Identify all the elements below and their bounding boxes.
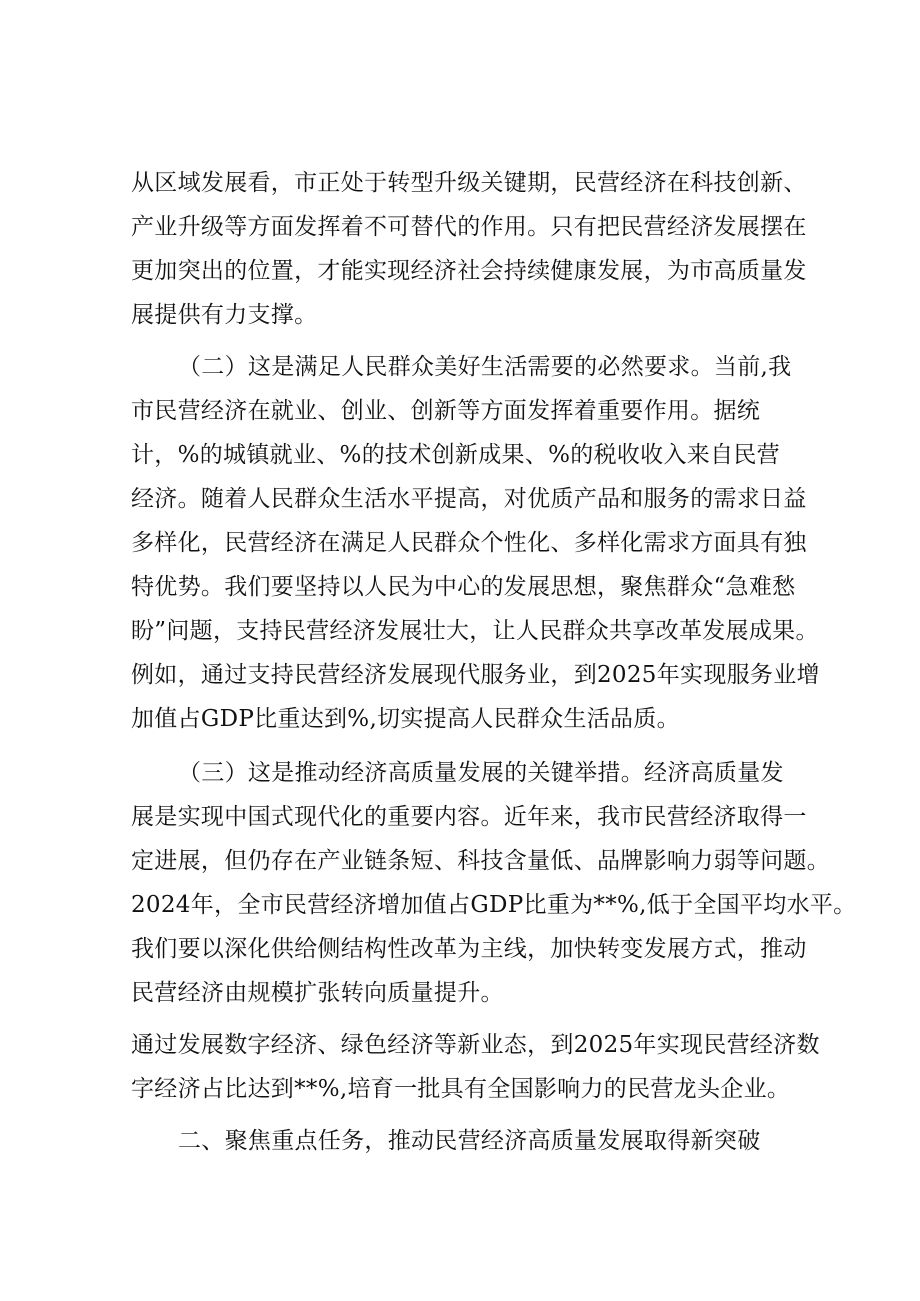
paragraph-line: 盼”问题，支持民营经济发展壮大，让人民群众共享改革发展成果。 — [131, 618, 819, 644]
paragraph-line: 市民营经济在就业、创业、创新等方面发挥着重要作用。据统 — [131, 398, 761, 424]
paragraph-line: （二）这是满足人民群众美好生活需要的必然要求。当前,我 — [178, 354, 792, 380]
paragraph-line: 产业升级等方面发挥着不可替代的作用。只有把民营经济发展摆在 — [131, 214, 807, 240]
paragraph-line: 特优势。我们要坚持以人民为中心的发展思想，聚焦群众“急难愁 — [131, 574, 796, 600]
paragraph-line: 从区域发展看，市正处于转型升级关键期，民营经济在科技创新、 — [131, 170, 807, 196]
paragraph-line: 例如，通过支持民营经济发展现代服务业，到2025年实现服务业增 — [131, 662, 820, 688]
paragraph-line: 民营经济由规模扩张转向质量提升。 — [131, 980, 504, 1006]
paragraph-line: 字经济占比达到**%,培育一批具有全国影响力的民营龙头企业。 — [131, 1076, 791, 1102]
paragraph-line: 多样化，民营经济在满足人民群众个性化、多样化需求方面具有独 — [131, 530, 807, 556]
paragraph-line: （三）这是推动经济高质量发展的关键举措。经济高质量发 — [178, 760, 784, 786]
paragraph-line: 2024年，全市民营经济增加值占GDP比重为**%,低于全国平均水平。 — [131, 892, 857, 918]
paragraph-line: 展是实现中国式现代化的重要内容。近年来，我市民营经济取得一 — [131, 804, 807, 830]
paragraph-line: 我们要以深化供给侧结构性改革为主线，加快转变发展方式，推动 — [131, 936, 807, 962]
paragraph-line: 定进展，但仍存在产业链条短、科技含量低、品牌影响力弱等问题。 — [131, 848, 830, 874]
paragraph-line: 展提供有力支撑。 — [131, 302, 318, 328]
paragraph-line: 经济。随着人民群众生活水平提高，对优质产品和服务的需求日益 — [131, 486, 807, 512]
paragraph-line: 通过发展数字经济、绿色经济等新业态，到2025年实现民营经济数 — [131, 1032, 820, 1058]
paragraph-line: 计，%的城镇就业、%的技术创新成果、%的税收收入来自民营 — [131, 442, 780, 468]
section-heading: 二、聚焦重点任务，推动民营经济高质量发展取得新突破 — [178, 1128, 761, 1154]
paragraph-line: 加值占GDP比重达到%,切实提高人民群众生活品质。 — [131, 706, 680, 732]
paragraph-line: 更加突出的位置，才能实现经济社会持续健康发展，为市高质量发 — [131, 258, 807, 284]
